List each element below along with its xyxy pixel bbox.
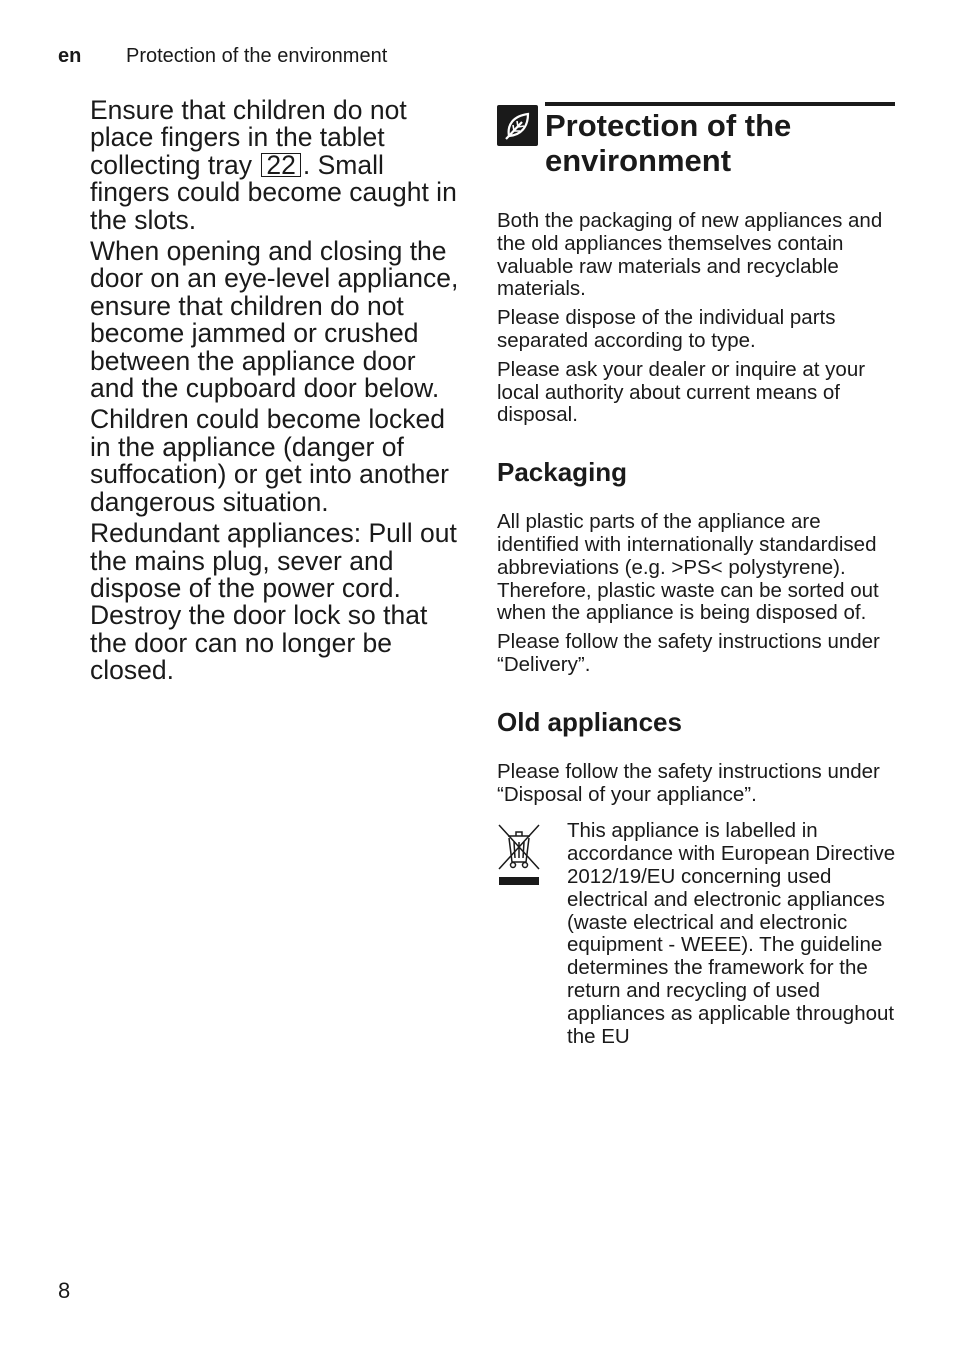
packaging-heading: Packaging xyxy=(497,457,628,488)
left-column xyxy=(90,97,460,689)
crossed-bin-icon xyxy=(497,822,541,888)
packaging-paragraph: All plastic parts of the appliance are identified with internationally standardised abbreviations (e.g. >PS< polystyrene). Therefore, plastic waste can be sorted out when the appliance is being disposed of. xyxy=(497,510,879,625)
intro-paragraph: Both the packaging of new appliances and the old appliances themselves contain valuable raw materials and recyclable materials. xyxy=(497,209,883,301)
old-appliances-paragraph: Please follow the safety instructions under “Disposal of your appliance”. xyxy=(497,759,880,806)
old-appliances-heading: Old appliances xyxy=(497,706,682,737)
packaging-paragraph: Please follow the safety instructions under “Delivery”. xyxy=(497,630,880,676)
component-reference: 22 xyxy=(261,153,300,177)
section-title: Protection of the environment xyxy=(545,108,792,178)
header-title: Protection of the environment xyxy=(126,45,388,67)
safety-paragraph-redundant: Redundant appliances: Pull out the mains plug, sever and dispose of the power cord. Destroy the door lock so that the door can no longer be closed. xyxy=(90,518,457,686)
leaf-icon xyxy=(497,105,538,146)
weee-notice xyxy=(497,820,897,1048)
language-code: en xyxy=(58,45,82,67)
section-heading xyxy=(497,100,897,210)
right-column xyxy=(497,100,897,1048)
intro-paragraph: Please dispose of the individual parts separated according to type. xyxy=(497,306,836,352)
safety-paragraph-suffocation: Children could become locked in the appliance (danger of suffocation) or get into another dangerous situation. xyxy=(90,404,449,517)
intro-paragraph: Please ask your dealer or inquire at your local authority about current means of disposal. xyxy=(497,357,866,427)
page-number: 8 xyxy=(58,1278,71,1303)
weee-text: This appliance is labelled in accordance with European Directive 2012/19/EU concerning used electrical and electronic appliances (waste electrical and electronic equipment - WEEE). The guideline determines the framework for the return and recycling of used appliances as applicable throughout the EU xyxy=(567,819,896,1048)
safety-paragraph-door: When opening and closing the door on an eye-level appliance, ensure that children do not become jammed or crushed between the appliance door and the cupboard door below. xyxy=(90,236,459,404)
safety-paragraph-tablet-tray: Ensure that children do not place fingers in the tablet collecting tray 22 . Small fingers could become caught in the slots. xyxy=(90,95,457,235)
heading-rule xyxy=(545,102,895,106)
page-header xyxy=(58,45,387,68)
